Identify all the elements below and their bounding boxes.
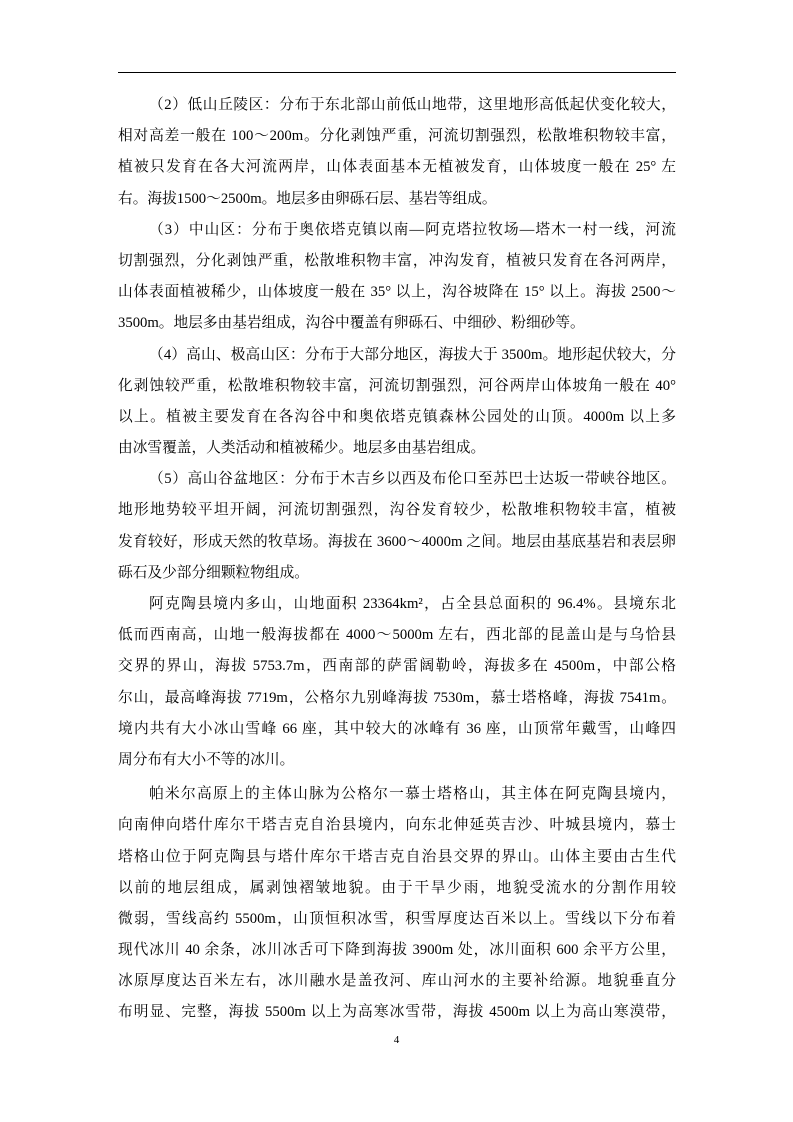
paragraph-county-terrain	[118, 589, 676, 776]
text-line: 现代冰川 40 余条，冰川冰舌可下降到海拔 3900m 处，冰川面积 600 余平方公里，	[118, 942, 676, 959]
text-line: 向南伸向塔什库尔干塔吉克自治县境内，向东北伸延英吉沙、叶城县境内，慕士	[118, 817, 676, 834]
page-number: 4	[393, 1034, 400, 1046]
text-line: 化剥蚀较严重，松散堆积物较丰富，河流切割强烈，河谷两岸山体坡角一般在 40°	[118, 377, 676, 394]
text-line: 冰原厚度达百米左右，冰川融水是盖孜河、库山河水的主要补给源。地貌垂直分	[118, 973, 676, 990]
text-line: 3500m。地层多由基岩组成，沟谷中覆盖有卵砾石、中细砂、粉细砂等。	[118, 315, 585, 332]
text-line: 帕米尔高原上的主体山脉为公格尔一慕士塔格山，其主体在阿克陶县境内，	[149, 786, 676, 803]
text-line: 地形地势较平坦开阔，河流切割强烈，沟谷发育较少，松散堆积物较丰富，植被	[118, 502, 676, 519]
text-line: （5）高山谷盆地区：分布于木吉乡以西及布伦口至苏巴士达坂一带峡谷地区。	[149, 471, 676, 488]
text-line: 微弱，雪线高约 5500m，山顶恒积冰雪，积雪厚度达百米以上。雪线以下分布着	[118, 910, 676, 927]
text-line: （4）高山、极高山区：分布于大部分地区，海拔大于 3500m。地形起伏较大，分	[149, 346, 676, 363]
text-line: 发育较好，形成天然的牧草场。海拔在 3600～4000m 之间。地层由基底基岩和表层卵	[118, 533, 676, 550]
text-line: 右。海拔1500～2500m。地层多由卵砾石层、基岩等组成。	[118, 190, 497, 207]
paragraph-high-valley-basin-zone	[118, 464, 676, 589]
text-line: 山体表面植被稀少，山体坡度一般在 35° 以上，沟谷坡降在 15° 以上。海拔 2500～	[118, 284, 676, 301]
paragraph-pamir-mountains	[118, 779, 676, 1029]
text-line: 境内共有大小冰山雪峰 66 座，其中较大的冰峰有 36 座，山顶常年戴雪，山峰四	[118, 720, 676, 737]
text-line: 周分布有大小不等的冰川。	[118, 751, 295, 768]
text-line: （3）中山区：分布于奥依塔克镇以南—阿克塔拉牧场—塔木一村一线，河流	[149, 221, 676, 238]
text-line: 切割强烈，分化剥蚀严重，松散堆积物丰富，冲沟发育，植被只发育在各河两岸，	[118, 252, 676, 269]
text-line: 植被只发育在各大河流两岸，山体表面基本无植被发育，山体坡度一般在 25° 左	[118, 159, 676, 176]
text-line: 砾石及少部分细颗粒物组成。	[118, 564, 309, 581]
text-line: 以前的地层组成，属剥蚀褶皱地貌。由于干旱少雨，地貌受流水的分割作用较	[118, 879, 676, 896]
text-line: （2）低山丘陵区：分布于东北部山前低山地带，这里地形高低起伏变化较大，	[149, 97, 676, 113]
text-line: 交界的界山，海拔 5753.7m，西南部的萨雷阔勒岭，海拔多在 4500m，中部公格	[118, 658, 676, 675]
text-line: 由冰雪覆盖，人类活动和植被稀少。地层多由基岩组成。	[118, 440, 486, 457]
paragraph-low-hill-zone	[118, 90, 676, 215]
text-line: 塔格山位于阿克陶县与塔什库尔干塔吉克自治县交界的界山。山体主要由古生代	[118, 848, 676, 865]
text-line: 低而西南高，山地一般海拔都在 4000～5000m 左右，西北部的昆盖山是与乌恰县	[118, 627, 676, 644]
text-line: 相对高差一般在 100～200m。分化剥蚀严重，河流切割强烈，松散堆积物较丰富，	[118, 128, 676, 145]
text-line: 以上。植被主要发育在各沟谷中和奥依塔克镇森林公园处的山顶。4000m 以上多	[118, 408, 676, 425]
paragraph-high-mountain-zone	[118, 340, 676, 465]
paragraph-middle-mountain-zone	[118, 215, 676, 340]
header-rule	[118, 72, 676, 73]
text-line: 尔山，最高峰海拔 7719m，公格尔九别峰海拔 7530m，慕士塔格峰，海拔 7541m。	[118, 689, 676, 706]
text-line: 布明显、完整，海拔 5500m 以上为高寒冰雪带，海拔 4500m 以上为高山寒漠带，	[118, 1004, 676, 1021]
text-line: 阿克陶县境内多山，山地面积 23364km²，占全县总面积的 96.4%。县境东北	[149, 596, 676, 612]
body-text	[118, 90, 676, 1029]
